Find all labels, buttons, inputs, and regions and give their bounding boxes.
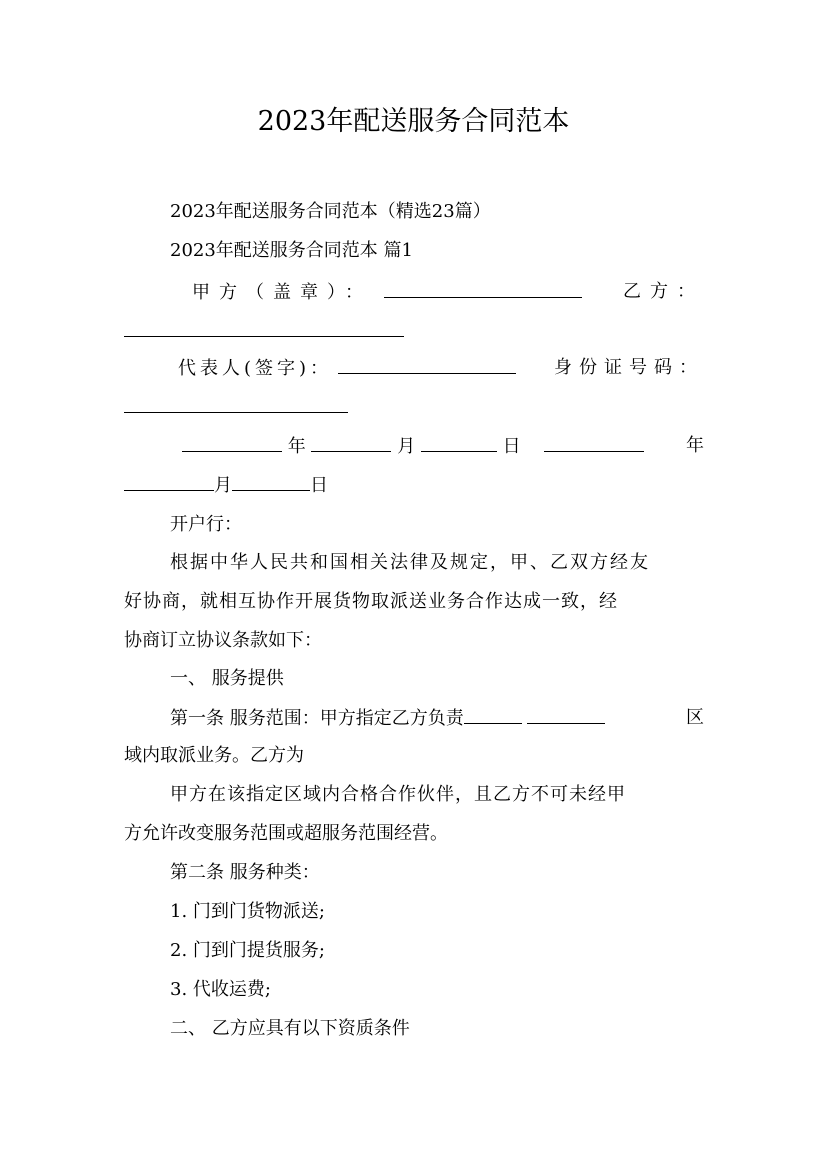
year-label: 年 [287, 436, 306, 457]
day-label: 日 [502, 436, 521, 457]
representative-line [178, 355, 704, 382]
section-1-heading: 一、 服务提供 [170, 668, 284, 689]
month-blank [311, 433, 391, 452]
article-1-line-4: 方允许改变服务范围或超服务范围经营。 [124, 823, 448, 844]
representative-label: 代表人(签字)： [178, 358, 333, 379]
article-2-heading: 第二条 服务种类： [170, 862, 320, 883]
section-heading: 2023年配送服务合同范本 篇1 [170, 240, 413, 261]
day-blank-2 [232, 472, 310, 491]
id-number-line [124, 394, 704, 421]
representative-blank [338, 355, 516, 374]
article-1-line-3: 甲方在该指定区域内合格合作伙伴，且乙方不可未经甲 [170, 784, 626, 805]
date-line-2 [124, 472, 704, 499]
article-1-line-2: 域内取派业务。乙方为 [124, 745, 304, 766]
party-a-blank [384, 279, 582, 298]
article-1-blank-2 [527, 705, 605, 724]
party-b-label: 乙方： [623, 281, 704, 302]
article-1-blank-1 [464, 705, 522, 724]
id-number-label: 身份证号码： [554, 357, 704, 378]
id-number-blank [124, 394, 348, 413]
date-line [182, 433, 704, 460]
day-blank [421, 433, 497, 452]
section-2-heading: 二、 乙方应具有以下资质条件 [170, 1018, 410, 1039]
list-item: 1. 门到门货物派送; [170, 901, 325, 922]
month-blank-2 [124, 472, 214, 491]
party-b-blank [124, 318, 404, 337]
month-label-2: 月 [214, 475, 232, 496]
article-1-text: 第一条 服务范围：甲方指定乙方负责 [170, 708, 464, 729]
party-line [192, 279, 704, 306]
year-blank-2 [544, 433, 644, 452]
intro-line-3: 协商订立协议条款如下： [124, 630, 322, 651]
list-item: 3. 代收运费; [170, 979, 271, 1000]
intro-line-1: 根据中华人民共和国相关法律及规定，甲、乙双方经友 [170, 552, 650, 573]
intro-line-2: 好协商，就相互协作开展货物取派送业务合作达成一致，经 [124, 591, 618, 612]
article-1-line-1 [170, 705, 704, 732]
day-label-2: 日 [310, 475, 328, 496]
party-b-line [124, 318, 704, 345]
document-title: 2023年配送服务合同范本 [257, 106, 570, 137]
party-a-label: 甲方（盖章）： [192, 282, 372, 303]
month-label: 月 [397, 436, 416, 457]
bank-label: 开户行： [170, 514, 242, 535]
subtitle: 2023年配送服务合同范本（精选23篇） [170, 201, 491, 222]
year-label-2: 年 [686, 435, 704, 456]
article-1-region: 区 [686, 707, 704, 728]
year-blank [182, 433, 282, 452]
list-item: 2. 门到门提货服务; [170, 940, 325, 961]
